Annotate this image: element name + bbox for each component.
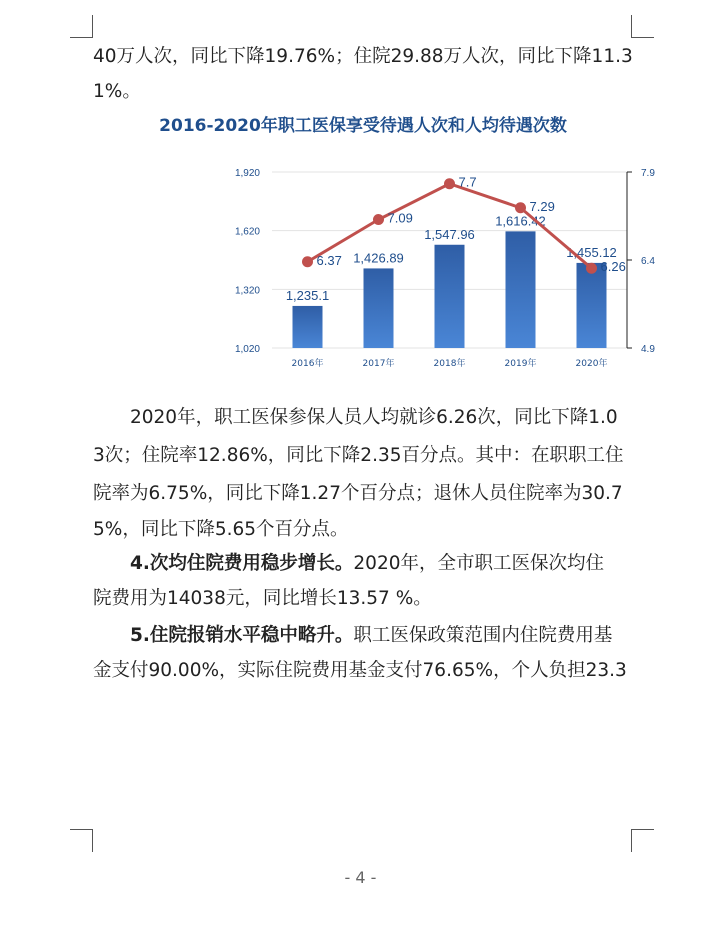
paragraph-line bbox=[130, 549, 670, 579]
line-data-label: 7.7 bbox=[458, 174, 477, 190]
bar-data-label: 1,426.89 bbox=[353, 250, 404, 266]
right-axis-tick-label: 7.9 bbox=[641, 168, 655, 179]
paragraph-line: 院费用为14038元，同比增长13.57 %。 bbox=[93, 588, 432, 609]
bar-data-label: 1,616.42 bbox=[495, 213, 546, 229]
paragraph-line: 3次；住院率12.86%，同比下降2.35百分点。其中：在职职工住 bbox=[93, 445, 624, 466]
paragraph-line: 1%。 bbox=[93, 81, 141, 102]
chart-title: 2016-2020年职工医保享受待遇人次和人均待遇次数 bbox=[159, 116, 567, 136]
paragraph-line: 40万人次，同比下降19.76%；住院29.88万人次，同比下降11.3 bbox=[93, 46, 633, 67]
line-point bbox=[444, 178, 455, 189]
paragraph-text: 职工医保政策范围内住院费用基 bbox=[353, 625, 613, 646]
combo-chart bbox=[0, 150, 721, 380]
page-number: - 4 - bbox=[344, 868, 377, 887]
left-axis-tick-label: 1,320 bbox=[234, 285, 260, 297]
x-axis-tick-label: 2019年 bbox=[504, 359, 537, 369]
bar-data-label: 1,235.1 bbox=[285, 287, 330, 303]
bar-data-label: 1,547.96 bbox=[424, 226, 475, 242]
line-data-label: 7.29 bbox=[529, 198, 555, 214]
left-axis-tick-label: 1,620 bbox=[234, 226, 260, 238]
bar bbox=[364, 268, 394, 348]
bar bbox=[506, 231, 536, 348]
section-heading: 4.次均住院费用稳步增长。 bbox=[130, 553, 354, 574]
paragraph-line: 院率为6.75%，同比下降1.27个百分点；退休人员住院率为30.7 bbox=[93, 483, 623, 504]
left-axis-tick-label: 1,020 bbox=[234, 344, 260, 355]
paragraph-line: 5%，同比下降5.65个百分点。 bbox=[93, 519, 349, 540]
bar-data-label: 1,455.12 bbox=[566, 244, 617, 260]
left-axis-tick-label: 1,920 bbox=[234, 168, 260, 179]
line-point bbox=[586, 263, 597, 274]
x-axis-tick-label: 2020年 bbox=[575, 359, 608, 369]
x-axis-tick-label: 2016年 bbox=[291, 359, 324, 369]
x-axis-tick-label: 2017年 bbox=[362, 359, 395, 369]
crop-mark-top-left bbox=[70, 15, 93, 38]
line-data-label: 7.09 bbox=[387, 210, 413, 226]
crop-mark-bottom-right bbox=[631, 829, 654, 852]
line-data-label: 6.37 bbox=[316, 252, 342, 268]
line-point bbox=[515, 202, 526, 213]
paragraph-text: 2020年，全市职工医保次均住 bbox=[353, 553, 604, 574]
crop-mark-bottom-left bbox=[70, 829, 93, 852]
paragraph-line bbox=[130, 621, 670, 651]
x-axis-tick-label: 2018年 bbox=[433, 359, 466, 369]
section-heading: 5.住院报销水平稳中略升。 bbox=[130, 625, 354, 646]
line-data-label: 6.26 bbox=[600, 259, 626, 275]
line-point bbox=[373, 214, 384, 225]
paragraph-line: 金支付90.00%，实际住院费用基金支付76.65%，个人负担23.3 bbox=[93, 660, 627, 681]
bar bbox=[577, 263, 607, 348]
bar bbox=[435, 245, 465, 348]
right-axis-tick-label: 4.9 bbox=[641, 344, 655, 355]
crop-mark-top-right bbox=[631, 15, 654, 38]
paragraph-line: 2020年，职工医保参保人员人均就诊6.26次，同比下降1.0 bbox=[130, 407, 618, 428]
right-axis-tick-label: 6.4 bbox=[641, 256, 655, 267]
line-point bbox=[302, 256, 313, 267]
bar bbox=[293, 306, 323, 348]
